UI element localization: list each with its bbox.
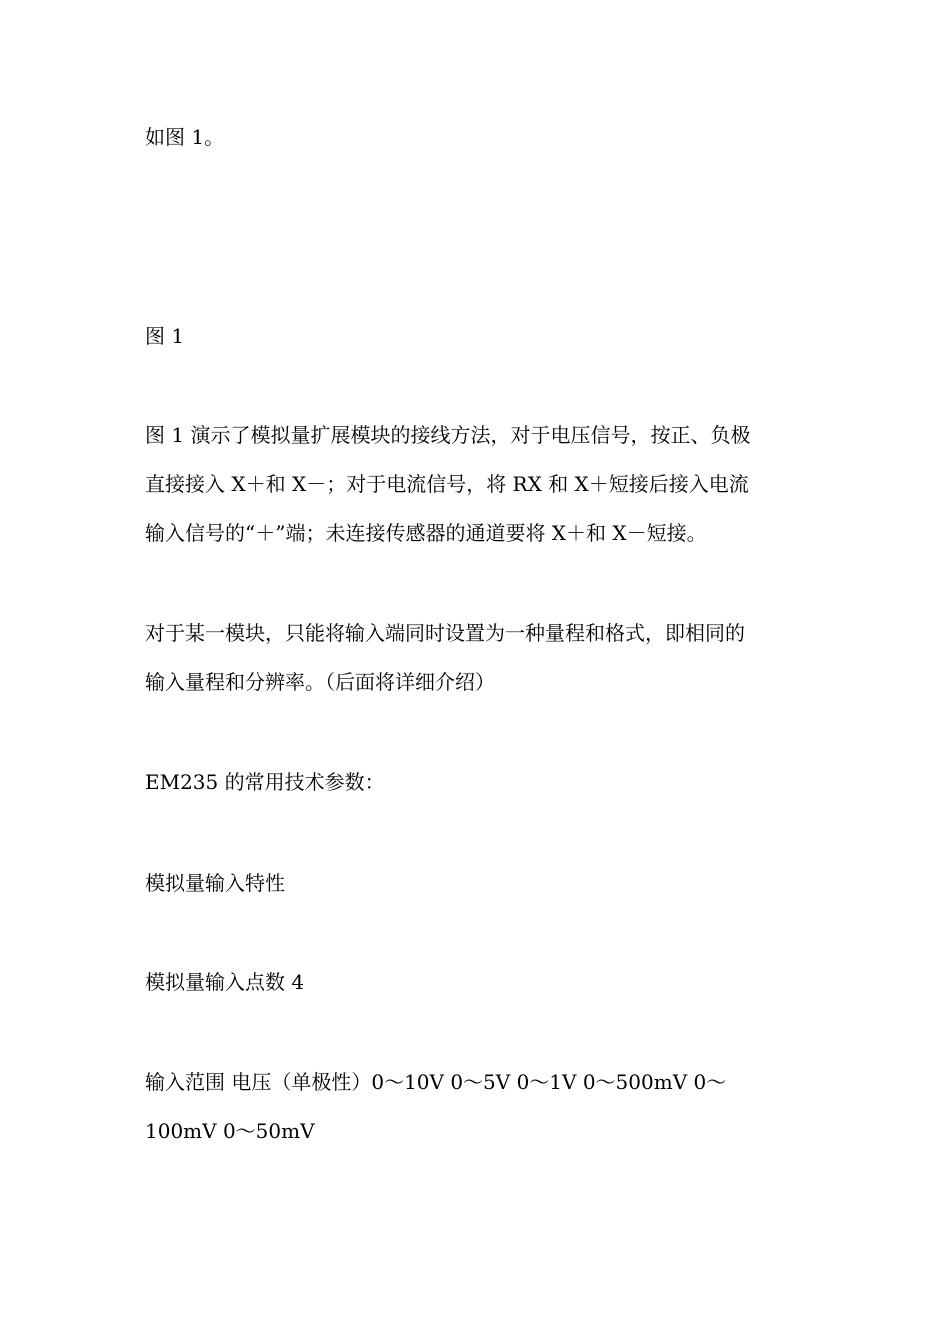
wiring-paragraph-line-3: 输入信号的“＋”端；未连接传感器的通道要将 X＋和 X－短接。 (145, 521, 707, 545)
input-points: 模拟量输入点数 4 (145, 970, 305, 994)
intro-text: 如图 1。 (145, 125, 225, 149)
range-paragraph-line-1: 对于某一模块，只能将输入端同时设置为一种量程和格式，即相同的 (145, 621, 745, 645)
range-paragraph-line-2: 输入量程和分辨率。（后面将详细介绍） (145, 670, 495, 694)
figure-caption: 图 1 (145, 324, 185, 348)
spec-heading: EM235 的常用技术参数： (145, 770, 385, 794)
section-title: 模拟量输入特性 (145, 871, 285, 895)
wiring-paragraph-line-1: 图 1 演示了模拟量扩展模块的接线方法，对于电压信号，按正、负极 (145, 423, 751, 447)
input-range-line-1: 输入范围 电压（单极性）0～10V 0～5V 0～1V 0～500mV 0～ (145, 1070, 727, 1094)
input-range-line-2: 100mV 0～50mV (145, 1119, 315, 1143)
wiring-paragraph-line-2: 直接接入 X＋和 X－；对于电流信号，将 RX 和 X＋短接后接入电流 (145, 472, 749, 496)
